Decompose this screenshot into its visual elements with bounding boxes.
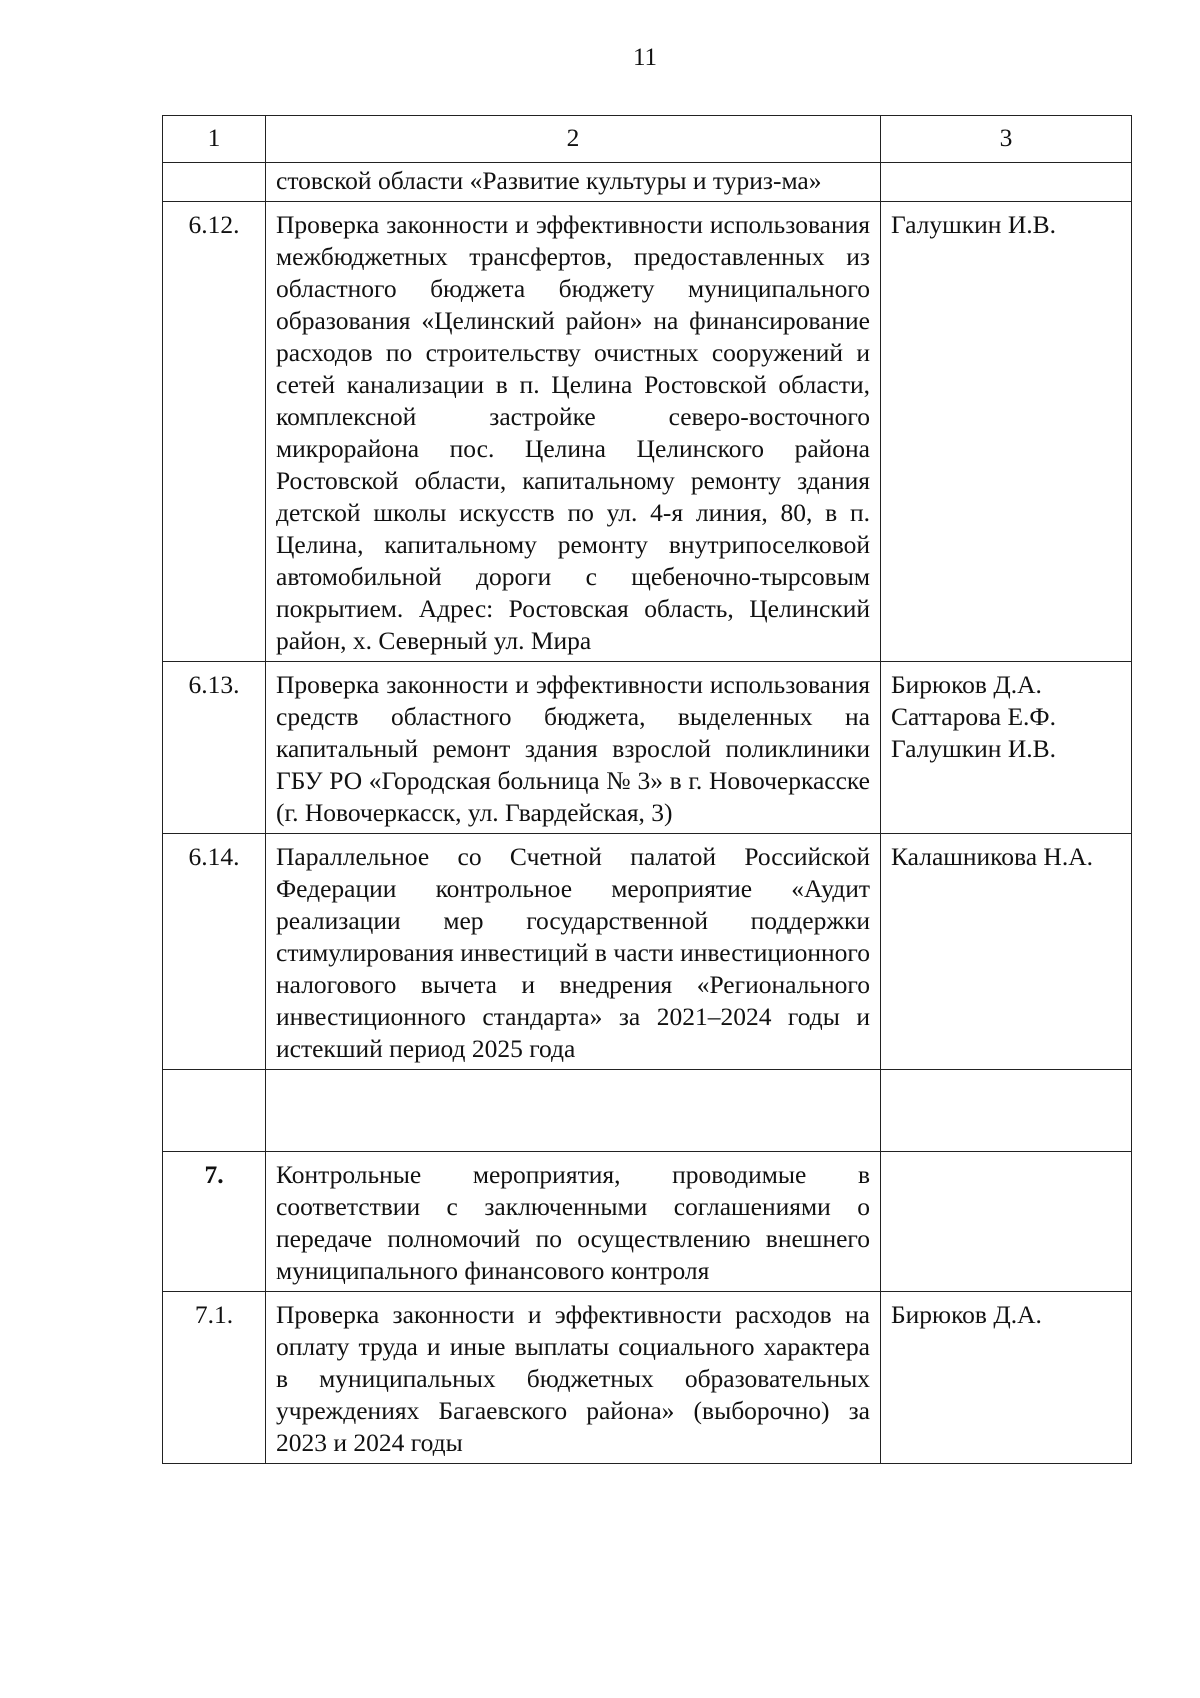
table-row — [163, 163, 1132, 202]
table-header-row — [163, 116, 1132, 163]
table-row — [163, 662, 1132, 834]
row-number — [163, 1070, 266, 1152]
plan-table — [162, 115, 1132, 1464]
row-description: Проверка законности и эффективности использования межбюджетных трансфертов, предоставленных из областного бюджета бюджету муниципального образования «Целинский район» на финансирование расходов по строительству очистных сооружений и сетей канализации в п. Целина Ростовской области, комплексной застройке северо-восточного микрорайона пос. Целина Целинского района Ростовской области, капитальному ремонту здания детской школы искусств по ул. 4-я линия, 80, в п. Целина, капитальному ремонту внутрипоселковой автомобильной дороги с щебеночно-тырсовым покрытием. Адрес: Ростовская область, Целинский район, х. Северный ул. Мира — [266, 202, 881, 662]
header-col-1: 1 — [163, 116, 266, 163]
row-description — [266, 1070, 881, 1152]
responsible-person: Калашникова Н.А. — [891, 842, 1094, 871]
row-responsible — [881, 662, 1132, 834]
table-row-section — [163, 1152, 1132, 1292]
row-responsible — [881, 1292, 1132, 1464]
row-responsible — [881, 202, 1132, 662]
row-number: 6.13. — [163, 662, 266, 834]
row-responsible — [881, 1070, 1132, 1152]
row-number — [163, 163, 266, 202]
row-responsible — [881, 163, 1132, 202]
responsible-person: Саттарова Е.Ф. — [891, 702, 1056, 731]
responsible-person: Галушкин И.В. — [891, 734, 1056, 763]
responsible-person: Бирюков Д.А. — [891, 670, 1042, 699]
row-responsible — [881, 1152, 1132, 1292]
section-number: 7. — [163, 1152, 266, 1292]
table-row-empty — [163, 1070, 1132, 1152]
row-responsible — [881, 834, 1132, 1070]
page-number: 11 — [632, 44, 658, 71]
row-description: Параллельное со Счетной палатой Российской Федерации контрольное мероприятие «Аудит реализации мер государственной поддержки стимулирования инвестиций в части инвестиционного налогового вычета и внедрения «Регионального инвестиционного стандарта» за 2021–2024 годы и истекший период 2025 года — [266, 834, 881, 1070]
table-row — [163, 834, 1132, 1070]
responsible-person: Галушкин И.В. — [891, 210, 1056, 239]
row-description: Проверка законности и эффективности расходов на оплату труда и иные выплаты социального характера в муниципальных бюджетных образовательных учреждениях Багаевского района» (выборочно) за 2023 и 2024 годы — [266, 1292, 881, 1464]
header-col-3: 3 — [881, 116, 1132, 163]
row-number: 6.12. — [163, 202, 266, 662]
row-description: стовской области «Развитие культуры и туриз-ма» — [266, 163, 881, 202]
row-description: Проверка законности и эффективности использования средств областного бюджета, выделенных на капитальный ремонт здания взрослой поликлиники ГБУ РО «Городская больница № 3» в г. Новочеркасске (г. Новочеркасск, ул. Гвардейская, 3) — [266, 662, 881, 834]
row-number: 7.1. — [163, 1292, 266, 1464]
row-number: 6.14. — [163, 834, 266, 1070]
header-col-2: 2 — [266, 116, 881, 163]
section-title: Контрольные мероприятия, проводимые в соответствии с заключенными соглашениями о передаче полномочий по осуществлению внешнего муниципального финансового контроля — [266, 1152, 881, 1292]
responsible-person: Бирюков Д.А. — [891, 1300, 1042, 1329]
table-row — [163, 202, 1132, 662]
table-row — [163, 1292, 1132, 1464]
